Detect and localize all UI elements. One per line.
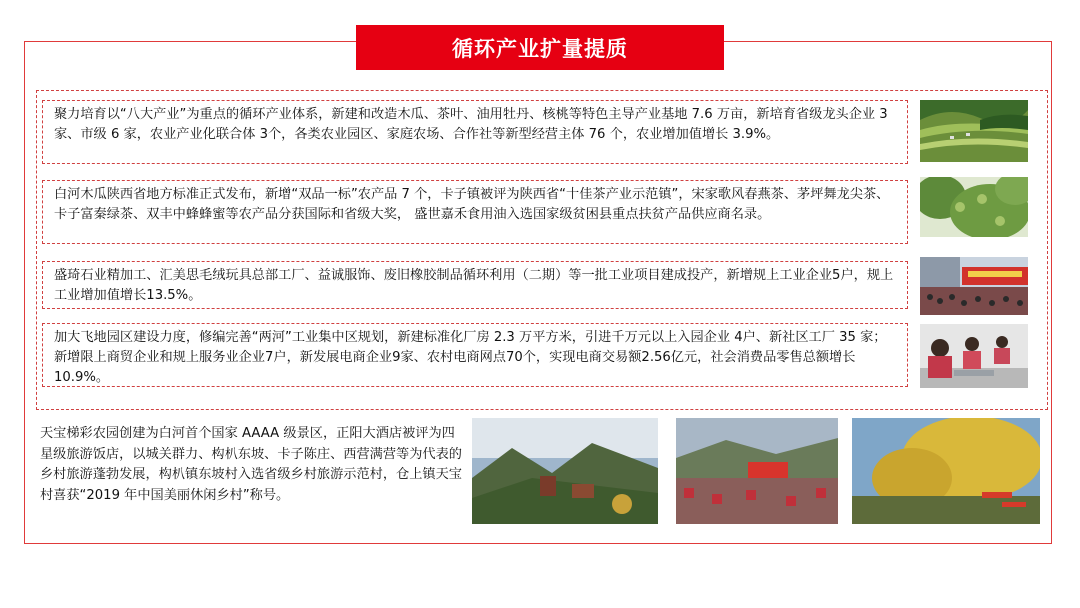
list-item-agriculture: 聚力培育以“八大产业”为重点的循环产业体系，新建和改造木瓜、茶叶、油用牡丹、核桃等特色主导产业基地 7.6 万亩，新培育省级龙头企业 3 家、市级 6 家，农业产业化联合体 3个，各类农业园区、家庭农场、合作社等新型经营主体 76 个，农业增加值增长 3.9%。 (42, 100, 908, 164)
section-title: 循环产业扩量提质 (356, 25, 724, 70)
list-item-industry: 盛琦石业精加工、汇美思毛绒玩具总部工厂、益诚服饰、废旧橡胶制品循环利用（二期）等一批工业项目建成投产，新增规上工业企业5户，规上工业增加值增长13.5%。 (42, 261, 908, 309)
factory-workers-thumbnail (920, 324, 1028, 388)
project-ceremony-thumbnail (920, 257, 1028, 315)
list-item-ecommerce: 加大飞地园区建设力度，修编完善“两河”工业集中区规划，新建标准化厂房 2.3 万平方米，引进千万元以上入园企业 4户、新社区工厂 35 家；新增限上商贸企业和规上服务业企业7户，新发展电商企业9家、农村电商网点70个，实现电商交易额2.56亿元，社会消费品零售总额增长10.9%。 (42, 323, 908, 387)
festival-crowd-photo (676, 418, 838, 524)
golden-tree-photo (852, 418, 1040, 524)
terraced-fields-thumbnail (920, 100, 1028, 162)
list-item-awards: 白河木瓜陕西省地方标准正式发布，新增“双品一标”农产品 7 个，卡子镇被评为陕西省“十佳茶产业示范镇”，宋家歌风春燕茶、茅坪舞龙尖茶、卡子富秦绿茶、双丰中蜂蜂蜜等农产品分获国际和省级大奖， 盛世嘉禾食用油入选国家级贫困县重点扶贫产品供应商名录。 (42, 180, 908, 244)
mountain-village-photo (472, 418, 658, 524)
rural-tourism-text: 天宝梯彩农园创建为白河首个国家 AAAA 级景区，正阳大酒店被评为四星级旅游饭店，以城关群力、构朳东坡、卡子陈庄、西营满营等为代表的乡村旅游蓬勃发展，构朳镇东坡村入选省级乡村旅游示范村，仓上镇天宝村喜获“2019 年中国美丽休闲乡村”称号。 (40, 426, 462, 503)
papaya-tree-thumbnail (920, 177, 1028, 237)
